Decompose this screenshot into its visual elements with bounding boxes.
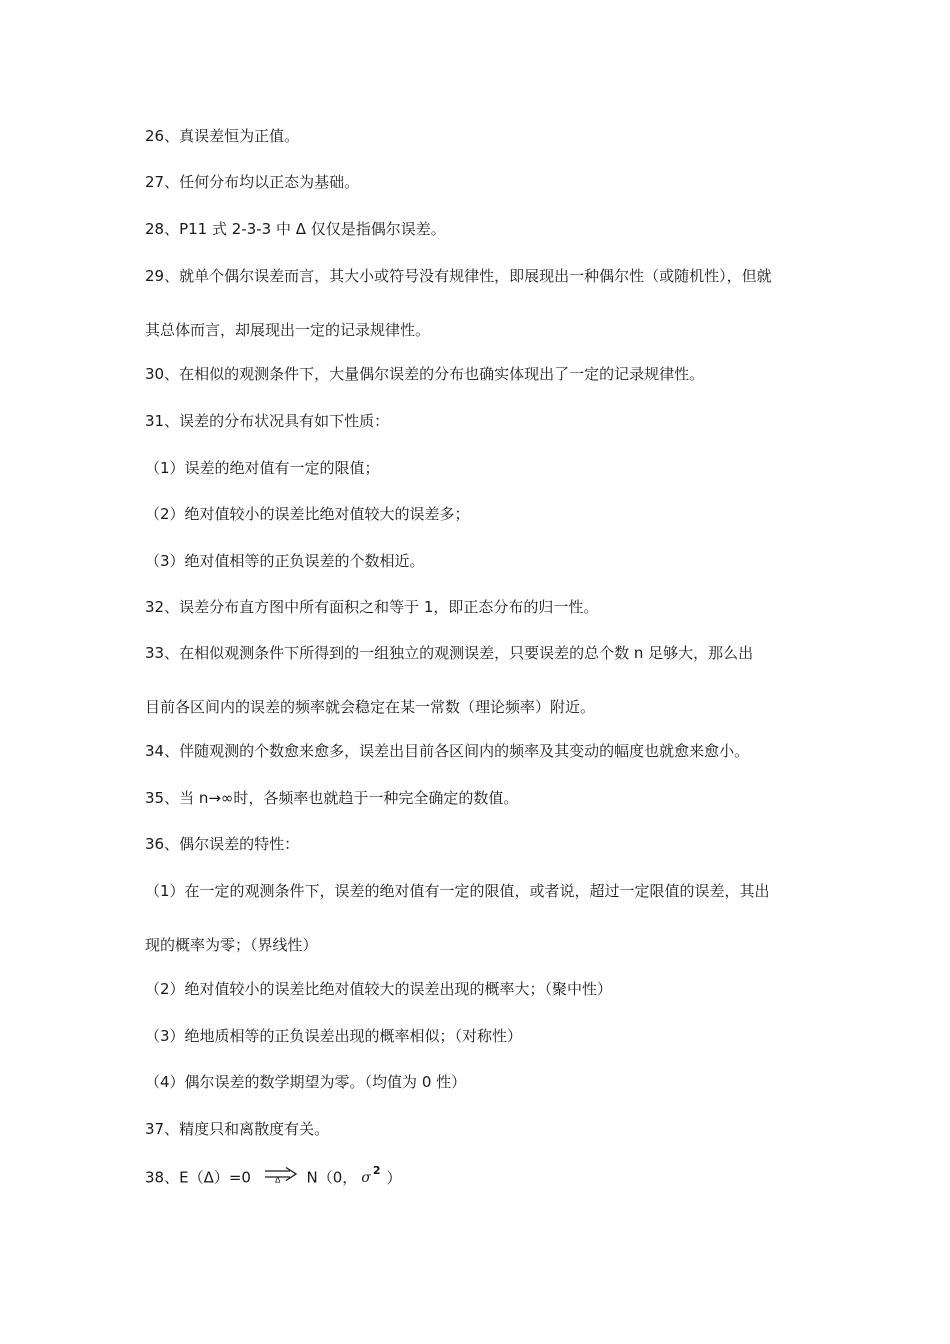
- item-36-sub-2: （2）绝对值较小的误差比绝对值较大的误差出现的概率大；（聚中性）: [145, 980, 613, 998]
- item-36-sub-1-line-2: 现的概率为零；（界线性）: [145, 936, 318, 954]
- formula-right: N（0，: [306, 1168, 358, 1187]
- item-31: 31、误差的分布状况具有如下性质：: [145, 412, 390, 430]
- item-29-line-1: 29、就单个偶尔误差而言，其大小或符号没有规律性，即展现出一种偶尔性（或随机性），但就: [145, 267, 772, 285]
- item-33-line-1: 33、在相似观测条件下所得到的一组独立的观测误差，只要误差的总个数 n 足够大，那么出: [145, 644, 754, 662]
- implies-arrow-icon: [264, 1167, 298, 1189]
- sigma-exponent: 2: [372, 1163, 381, 1177]
- item-30: 30、在相似的观测条件下，大量偶尔误差的分布也确实体现出了一定的记录规律性。: [145, 365, 705, 383]
- item-38-formula: [145, 1163, 402, 1196]
- item-36-sub-3: （3）绝地质相等的正负误差出现的概率相似；（对称性）: [145, 1027, 523, 1045]
- item-27: 27、任何分布均以正态为基础。: [145, 173, 360, 191]
- item-28: 28、P11 式 2-3-3 中 Δ 仅仅是指偶尔误差。: [145, 220, 446, 238]
- arrow-label: Δ: [274, 1175, 281, 1183]
- sigma-symbol: σ: [361, 1169, 371, 1186]
- formula-close: ）: [386, 1168, 402, 1187]
- item-35: 35、当 n→∞时，各频率也就趋于一种完全确定的数值。: [145, 789, 519, 807]
- item-34: 34、伴随观测的个数愈来愈多，误差出目前各区间内的频率及其变动的幅度也就愈来愈小。: [145, 742, 750, 760]
- item-31-sub-2: （2）绝对值较小的误差比绝对值较大的误差多；: [145, 505, 470, 523]
- item-36-sub-1-line-1: （1）在一定的观测条件下，误差的绝对值有一定的限值，或者说，超过一定限值的误差，其出: [145, 882, 770, 900]
- item-37: 37、精度只和离散度有关。: [145, 1120, 330, 1138]
- item-36-sub-4: （4）偶尔误差的数学期望为零。（均值为 0 性）: [145, 1073, 467, 1091]
- item-32: 32、误差分布直方图中所有面积之和等于 1，即正态分布的归一性。: [145, 598, 599, 616]
- item-26: 26、真误差恒为正值。: [145, 127, 300, 145]
- item-36: 36、偶尔误差的特性：: [145, 835, 300, 853]
- item-29-line-2: 其总体而言，却展现出一定的记录规律性。: [145, 321, 431, 339]
- item-31-sub-1: （1）误差的绝对值有一定的限值；: [145, 459, 380, 477]
- item-33-line-2: 目前各区间内的误差的频率就会稳定在某一常数（理论频率）附近。: [145, 698, 596, 716]
- formula-left: 38、E（Δ）=0: [145, 1168, 251, 1187]
- item-31-sub-3: （3）绝对值相等的正负误差的个数相近。: [145, 552, 425, 570]
